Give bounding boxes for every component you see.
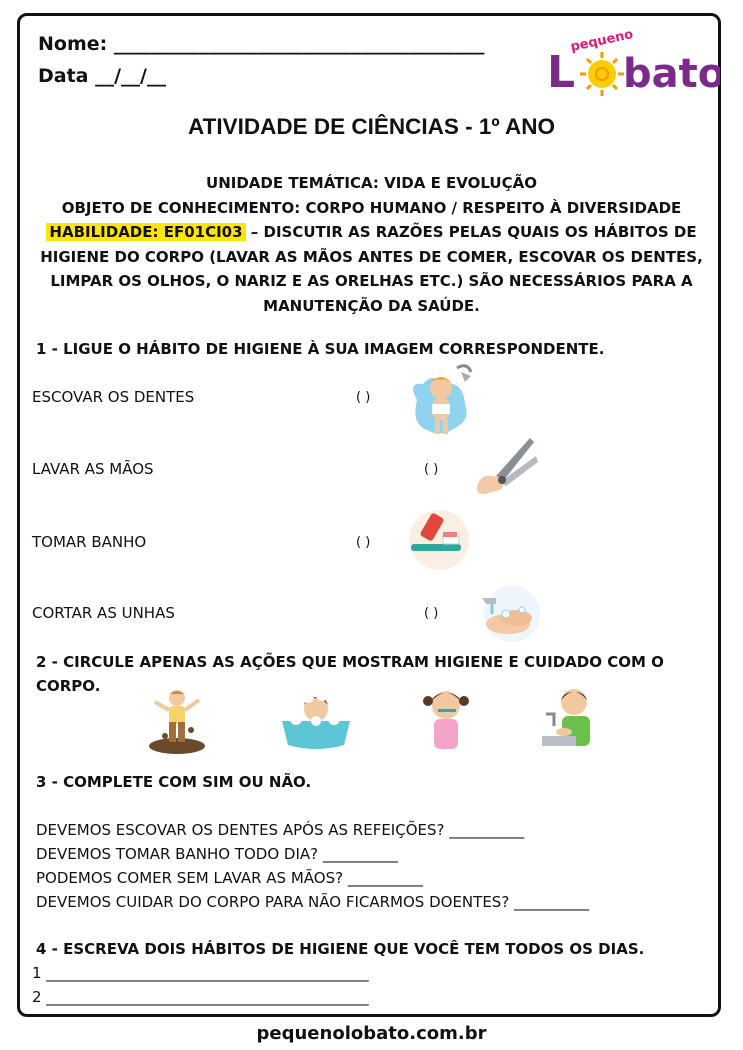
q3-line[interactable]: PODEMOS COMER SEM LAVAR AS MÃOS? __________: [36, 869, 423, 887]
q3-line[interactable]: DEVEMOS CUIDAR DO CORPO PARA NÃO FICARMOS DOENTES? __________: [36, 893, 590, 911]
skill-paragraph: [30, 220, 713, 318]
muddy-child-picture[interactable]: [145, 686, 207, 756]
skill-code-highlight: HABILIDADE: EF01CI03: [46, 223, 245, 241]
site-footer: pequenolobato.com.br: [256, 1023, 487, 1044]
pequeno-lobato-logo: [545, 27, 720, 107]
q1-answer-slot[interactable]: ( ): [424, 606, 439, 621]
nail-clipper-picture[interactable]: [468, 432, 540, 502]
q3-line[interactable]: DEVEMOS ESCOVAR OS DENTES APÓS AS REFEIÇÕES? __________: [36, 821, 525, 839]
toothbrush-picture[interactable]: [405, 510, 469, 572]
thematic-unit: UNIDADE TEMÁTICA: VIDA E EVOLUÇÃO: [206, 174, 537, 192]
brushing-girl-picture[interactable]: [418, 683, 474, 755]
logo-letter-l: L: [547, 47, 576, 98]
date-field-label: Data __/__/__: [38, 65, 166, 87]
page-border: [17, 13, 721, 1017]
bathtub-child-picture[interactable]: [278, 683, 354, 753]
q3-line[interactable]: DEVEMOS TOMAR BANHO TODO DIA? __________: [36, 845, 398, 863]
q1-answer-slot[interactable]: ( ): [356, 535, 371, 550]
shower-child-picture[interactable]: [405, 360, 477, 440]
q1-answer-slot[interactable]: ( ): [356, 390, 371, 405]
question-1-title: 1 - LIGUE O HÁBITO DE HIGIENE À SUA IMAGEM CORRESPONDENTE.: [36, 340, 605, 358]
question-2-title-line1: 2 - CIRCULE APENAS AS AÇÕES QUE MOSTRAM HIGIENE E CUIDADO COM O: [36, 653, 664, 671]
logo-rest-text: bato: [623, 51, 720, 97]
q4-answer-line[interactable]: 2 ___________________________________________: [32, 988, 369, 1006]
hand-washing-picture[interactable]: [476, 584, 542, 644]
page-title: ATIVIDADE DE CIÊNCIAS - 1º ANO: [188, 114, 555, 139]
question-4-title: 4 - ESCREVA DOIS HÁBITOS DE HIGIENE QUE VOCÊ TEM TODOS OS DIAS.: [36, 940, 645, 958]
q1-item-take-bath: TOMAR BANHO: [32, 533, 147, 551]
q1-item-wash-hands: LAVAR AS MÃOS: [32, 460, 154, 478]
question-3-title: 3 - COMPLETE COM SIM OU NÃO.: [36, 773, 312, 791]
q4-answer-line[interactable]: 1 ___________________________________________: [32, 964, 369, 982]
q1-item-cut-nails: CORTAR AS UNHAS: [32, 604, 175, 622]
sun-icon: [580, 52, 624, 96]
skill-description: – DISCUTIR AS RAZÕES PELAS QUAIS OS HÁBITOS DE HIGIENE DO CORPO (LAVAR AS MÃOS ANTES DE COMER, ESCOVAR OS DENTES, LIMPAR OS OLHOS, O NARIZ E AS ORELHAS ETC.) SÃO NECESSÁRIOS PARA A MANUTENÇÃO DA SAÚDE.: [40, 223, 703, 315]
intro-block: [30, 171, 713, 318]
question-2-title-line2: CORPO.: [36, 677, 101, 695]
q1-answer-slot[interactable]: ( ): [424, 462, 439, 477]
logo-small-text: pequeno: [569, 27, 635, 55]
knowledge-object: OBJETO DE CONHECIMENTO: CORPO HUMANO / RESPEITO À DIVERSIDADE: [61, 198, 682, 217]
name-field-label: Nome: _______________________________________: [38, 33, 485, 55]
boy-washing-hands-picture[interactable]: [540, 684, 602, 750]
q1-item-brush-teeth: ESCOVAR OS DENTES: [32, 388, 195, 406]
